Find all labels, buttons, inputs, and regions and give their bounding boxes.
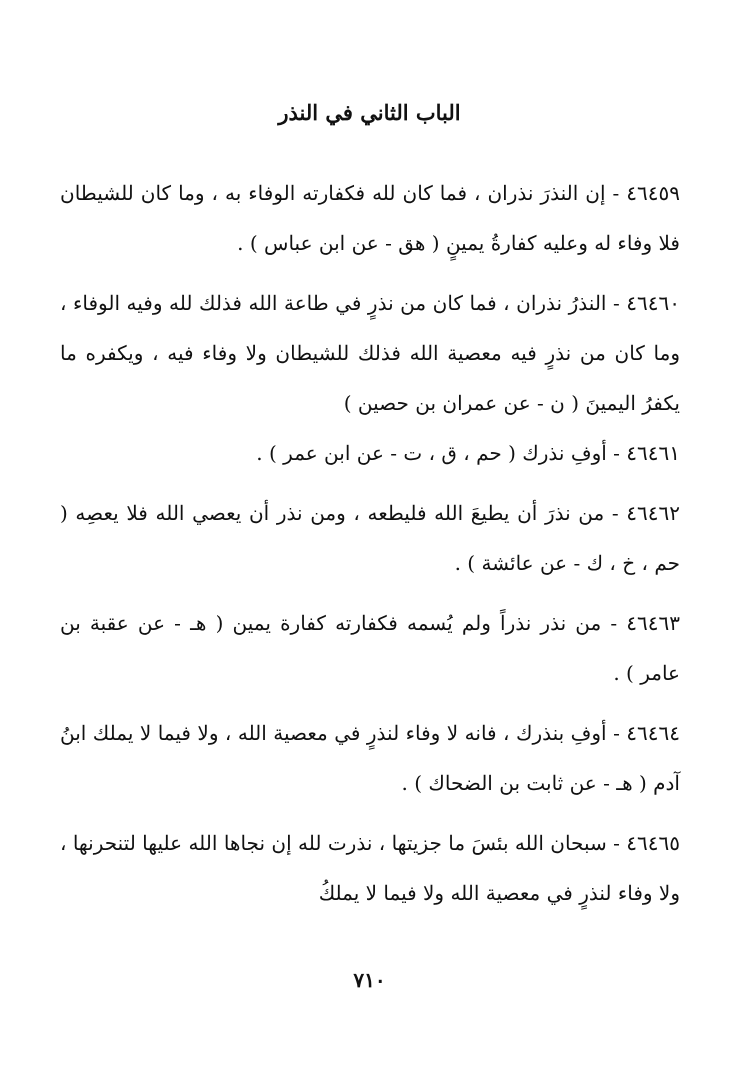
- hadith-entry: [60, 598, 680, 698]
- hadith-separator: -: [613, 721, 620, 745]
- hadith-text: أوفِ نذرك ( حم ، ق ، ت - عن ابن عمر ) .: [256, 441, 607, 465]
- hadith-separator: -: [613, 291, 620, 315]
- hadith-separator: -: [610, 611, 618, 635]
- hadith-separator: -: [611, 501, 619, 525]
- hadith-text: سبحان الله بئسَ ما جزيتها ، نذرت لله إن نجاها الله عليها لتنحرنها ، ولا وفاء لنذرٍ في معصية الله ولا فيما لا يملكُ: [60, 831, 680, 905]
- hadith-text: من نذرَ أن يطيعَ الله فليطعه ، ومن نذر أن يعصي الله فلا يعصِه ( حم ، خ ، ك - عن عائشة ) .: [60, 501, 680, 575]
- hadith-entry: [60, 818, 680, 918]
- hadith-list: [60, 168, 680, 918]
- hadith-text: النذرُ نذران ، فما كان من نذرٍ في طاعة الله فذلك لله وفيه الوفاء ، وما كان من نذرٍ فيه معصية الله فذلك للشيطان ولا وفاء فيه ، ويكفره ما يكفرُ اليمينَ ( ن - عن عمران بن حصين ): [60, 291, 680, 415]
- hadith-number: ٤٦٤٥٩: [626, 181, 680, 205]
- hadith-separator: -: [612, 181, 620, 205]
- hadith-number: ٤٦٤٦٠: [626, 291, 680, 315]
- hadith-entry: [60, 278, 680, 428]
- hadith-number: ٤٦٤٦٥: [626, 831, 680, 855]
- hadith-text: إن النذرَ نذران ، فما كان لله فكفارته الوفاء به ، وما كان للشيطان فلا وفاء له وعليه كفارةُ يمينٍ ( هق - عن ابن عباس ) .: [60, 181, 680, 255]
- hadith-number: ٤٦٤٦٣: [626, 611, 680, 635]
- chapter-title: الباب الثاني في النذر: [278, 100, 461, 125]
- hadith-separator: -: [613, 441, 620, 465]
- hadith-separator: -: [613, 831, 620, 855]
- page-number: ٧١٠: [353, 968, 386, 992]
- hadith-entry: [60, 428, 680, 478]
- hadith-number: ٤٦٤٦١: [626, 441, 680, 465]
- hadith-number: ٤٦٤٦٢: [626, 501, 681, 525]
- hadith-number: ٤٦٤٦٤: [626, 721, 680, 745]
- hadith-entry: [60, 708, 680, 808]
- hadith-entry: [60, 168, 680, 268]
- hadith-text: من نذر نذراً ولم يُسمه فكفارته كفارة يمين ( هـ - عن عقبة بن عامر ) .: [60, 611, 680, 685]
- hadith-text: أوفِ بنذرك ، فانه لا وفاء لنذرٍ في معصية الله ، ولا فيما لا يملك ابنُ آدم ( هـ - عن ثابت بن الضحاك ) .: [60, 721, 680, 795]
- hadith-entry: [60, 488, 680, 588]
